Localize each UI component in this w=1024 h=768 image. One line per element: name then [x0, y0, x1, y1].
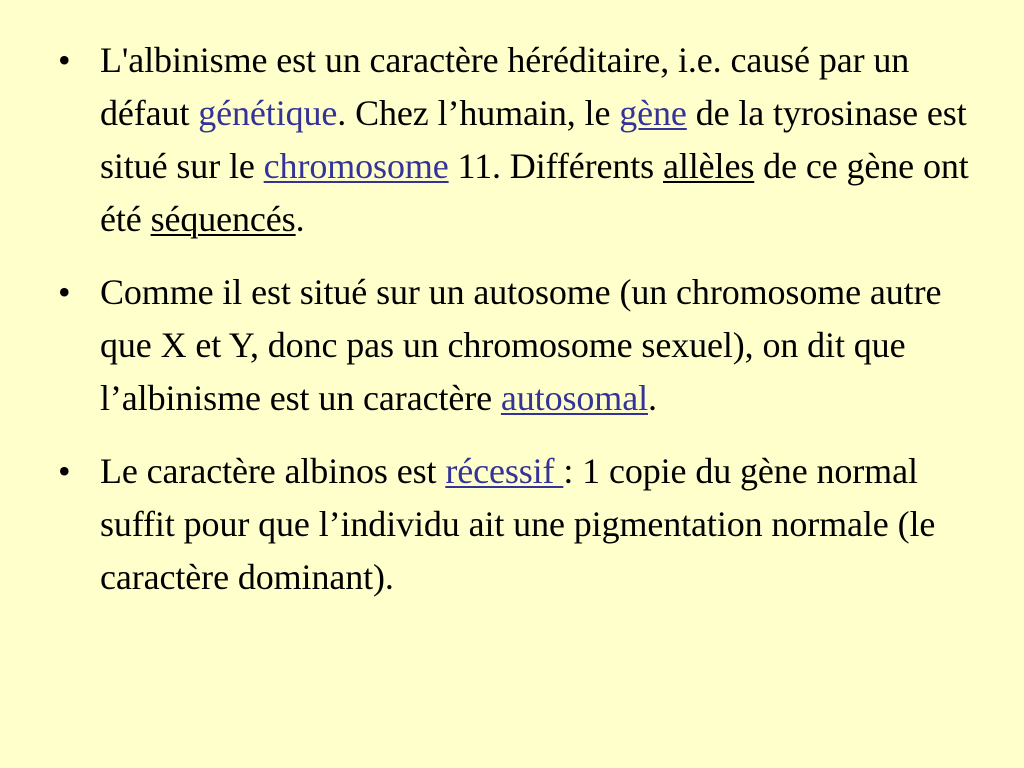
bullet-list	[52, 34, 982, 624]
bullet-dot-icon: •	[58, 451, 71, 491]
gene-link[interactable]: gène	[619, 93, 687, 133]
chromosome-link[interactable]: chromosome	[263, 146, 449, 186]
bullet-text: de la tyrosinase est situé sur le	[100, 93, 967, 186]
bullet-text: : 1 copie du gène normal suffit pour que l’individu ait une pigmentation normale (le caractère dominant).	[100, 451, 936, 597]
sequences-link[interactable]: séquencés	[150, 199, 296, 239]
bullet-text: de ce gène ont été	[100, 146, 969, 239]
bullet-text: Le caractère albinos est	[100, 451, 446, 491]
bullet-text: .	[295, 199, 305, 239]
recessif-link[interactable]: récessif	[445, 451, 564, 491]
bullet-text: .	[647, 378, 657, 418]
bullet-item-autosomal	[52, 266, 982, 425]
autosomal-link[interactable]: autosomal	[500, 378, 648, 418]
bullet-text: 11. Différents	[448, 146, 663, 186]
alleles-link[interactable]: allèles	[663, 146, 755, 186]
bullet-item-albinisme-hereditaire	[52, 34, 982, 246]
bullet-text: Comme il est situé sur un autosome (un chromosome autre que X et Y, donc pas un chromosome sexuel), on dit que l’albinisme est un caractère	[100, 272, 942, 418]
bullet-dot-icon: •	[58, 40, 71, 80]
bullet-text: . Chez l’humain, le	[337, 93, 620, 133]
genetique-link[interactable]: génétique	[198, 93, 338, 133]
bullet-dot-icon: •	[58, 272, 71, 312]
bullet-item-recessif	[52, 445, 982, 604]
bullet-text: L'albinisme est un caractère héréditaire, i.e. causé par un défaut	[100, 40, 910, 133]
